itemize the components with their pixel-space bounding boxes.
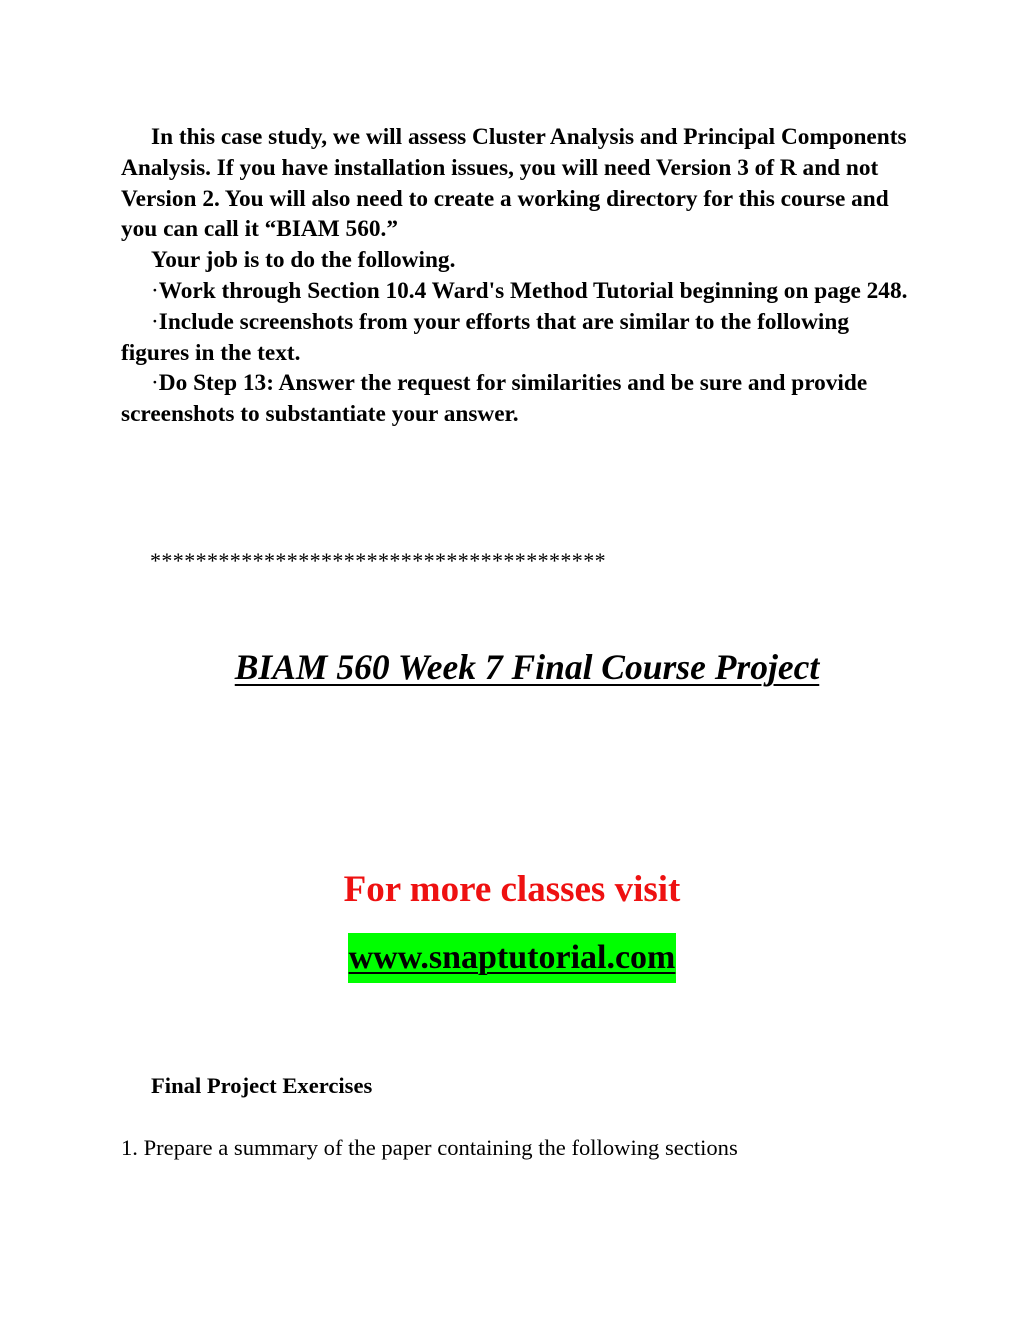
- bullet-text: Include screenshots from your efforts that are similar to the following figures in the text.: [121, 308, 849, 366]
- promo-link-container: [0, 933, 1024, 983]
- project-title: BIAM 560 Week 7 Final Course Project: [234, 647, 820, 687]
- website-link[interactable]: www.snaptutorial.com: [348, 933, 677, 983]
- bullet-dot: ·: [151, 370, 159, 397]
- case-study-intro: [121, 122, 911, 430]
- bullet-item: [121, 276, 911, 307]
- intro-paragraph: In this case study, we will assess Cluster Analysis and Principal Components Analysis. If you have installation issues, you will need Version 3 of R and not Version 2. You will also need to create a working directory for this course and you can call it “BIAM 560.”: [121, 124, 907, 243]
- exercises-heading: Final Project Exercises: [151, 1073, 373, 1098]
- bullet-text: Work through Section 10.4 Ward's Method Tutorial beginning on page 248.: [158, 277, 908, 304]
- bullet-dot: ·: [151, 277, 159, 304]
- job-line: Your job is to do the following.: [151, 247, 456, 274]
- bullet-dot: ·: [151, 308, 159, 335]
- promo-headline: For more classes visit: [343, 869, 681, 910]
- separator-stars: ****************************************: [150, 548, 606, 573]
- exercise-item: 1. Prepare a summary of the paper containing the following sections: [121, 1135, 738, 1160]
- bullet-item: [121, 368, 911, 430]
- bullet-item: [121, 307, 911, 369]
- bullet-text: Do Step 13: Answer the request for similarities and be sure and provide screenshots to substantiate your answer.: [121, 370, 868, 428]
